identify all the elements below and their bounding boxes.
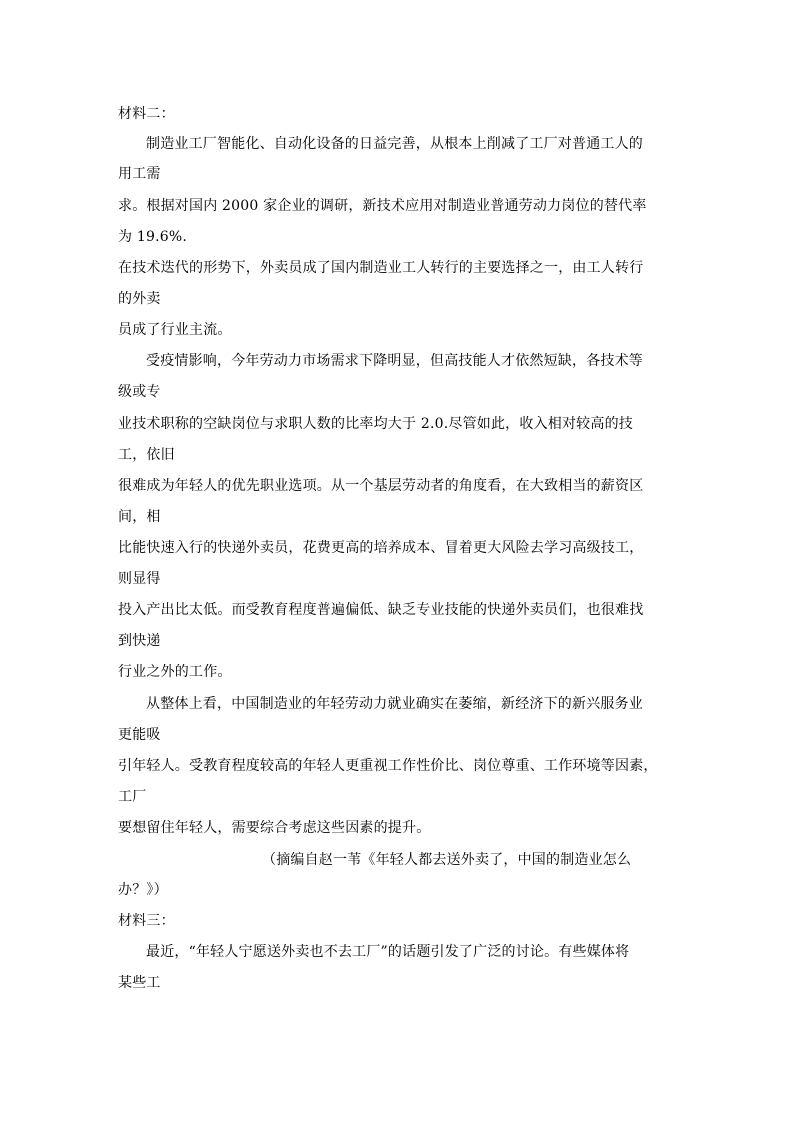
paragraph-line: 到快递 — [118, 633, 161, 649]
paragraph-line: 引年轻人。受教育程度较高的年轻人更重视工作性价比、岗位尊重、工作环境等因素， — [118, 758, 658, 774]
paragraph-line: 在技术迭代的形势下，外卖员成了国内制造业工人转行的主要选择之一，由工人转行 — [118, 260, 644, 276]
paragraph-line: 要想留住年轻人，需要综合考虑这些因素的提升。 — [118, 820, 431, 836]
paragraph-line: 更能吸 — [118, 727, 161, 743]
paragraph-line: 工厂 — [118, 789, 147, 805]
paragraph-line: 很难成为年轻人的优先职业选项。从一个基层劳动者的角度看，在大致相当的薪资区 — [118, 478, 644, 494]
paragraph-line: 为 19.6%. — [118, 229, 187, 245]
paragraph-line: 最近，“年轻人宁愿送外卖也不去工厂”的话题引发了广泛的讨论。有些媒体将 — [146, 944, 630, 960]
paragraph-line: 某些工 — [118, 975, 161, 991]
paragraph-line: 从整体上看，中国制造业的年轻劳动力就业确实在萎缩，新经济下的新兴服务业 — [146, 696, 643, 712]
section-heading-material-two: 材料二： — [118, 106, 175, 122]
paragraph-line: 的外卖 — [118, 291, 161, 307]
paragraph-line: 用工需 — [118, 166, 161, 182]
paragraph-line: 工，依旧 — [118, 447, 175, 463]
paragraph-line: 受疫情影响，今年劳动力市场需求下降明显，但高技能人才依然短缺，各技术等 — [146, 353, 643, 369]
paragraph-line: 级或专 — [118, 384, 161, 400]
paragraph-line: 比能快速入行的快递外卖员，花费更高的培养成本、冒着更大风险去学习高级技工， — [118, 540, 644, 556]
paragraph-line: 业技术职称的空缺岗位与求职人数的比率均大于 2.0.尽管如此，收入相对较高的技 — [118, 416, 633, 432]
paragraph-line: 投入产出比太低。而受教育程度普遍偏低、缺乏专业技能的快递外卖员们，也很难找 — [118, 602, 644, 618]
paragraph-line: 员成了行业主流。 — [118, 322, 232, 338]
paragraph-line: 制造业工厂智能化、自动化设备的日益完善，从根本上削减了工厂对普通工人的 — [146, 136, 643, 152]
paragraph-line: 求。根据对国内 2000 家企业的调研，新技术应用对制造业普通劳动力岗位的替代率 — [118, 198, 647, 214]
section-heading-material-three: 材料三： — [118, 913, 175, 929]
source-citation: （摘编自赵一苇《年轻人都去送外卖了，中国的制造业怎么 — [262, 852, 632, 868]
paragraph-line: 则显得 — [118, 571, 161, 587]
paragraph-line: 间，相 — [118, 509, 161, 525]
source-citation: 办？》） — [118, 882, 168, 898]
paragraph-line: 行业之外的工作。 — [118, 664, 232, 680]
